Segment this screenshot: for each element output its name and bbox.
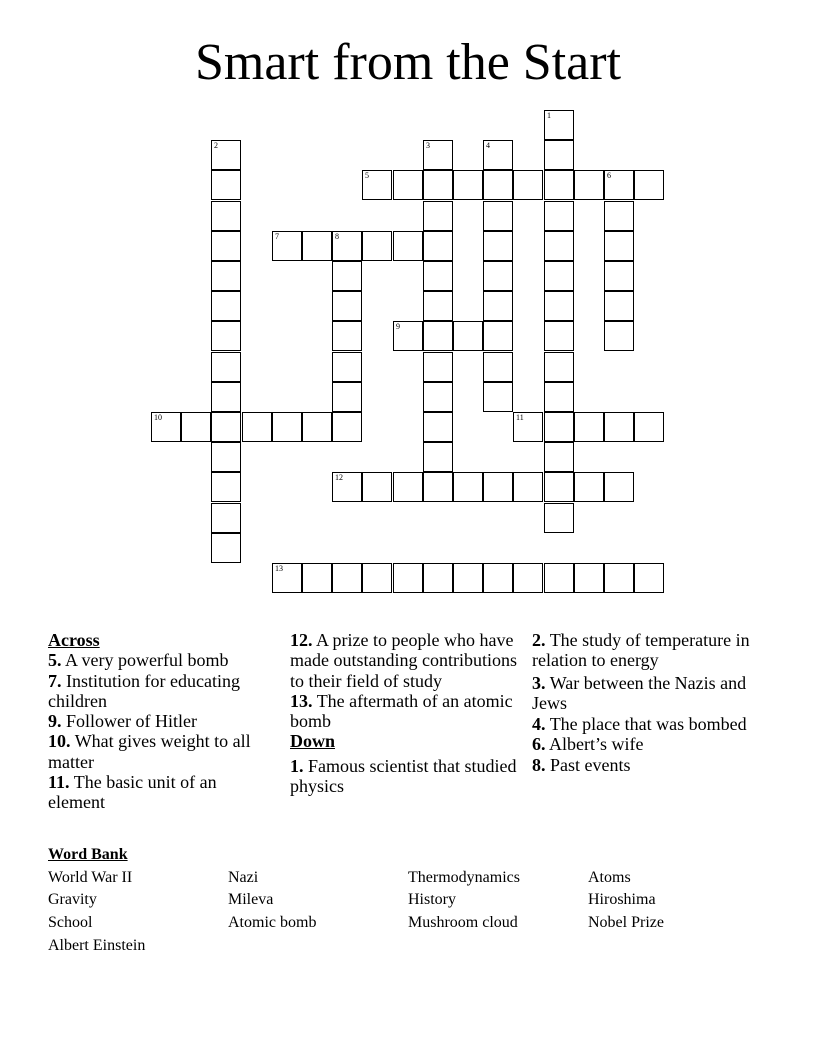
- grid-cell[interactable]: [483, 201, 513, 231]
- grid-cell[interactable]: [483, 382, 513, 412]
- word-bank-title: Word Bank: [48, 846, 128, 863]
- clue-across-10: 10. What gives weight to all matter: [48, 731, 251, 772]
- clue-across-11: 11. The basic unit of an element: [48, 772, 217, 813]
- grid-cell[interactable]: [211, 352, 241, 382]
- word-bank-item: Gravity: [48, 891, 97, 908]
- grid-cell[interactable]: [211, 472, 241, 502]
- page-title: Smart from the Start: [194, 34, 622, 91]
- grid-cell[interactable]: [453, 321, 483, 351]
- grid-cell[interactable]: [211, 201, 241, 231]
- grid-cell[interactable]: [604, 472, 634, 502]
- word-bank-item: Nobel Prize: [588, 914, 664, 931]
- grid-cell[interactable]: [423, 170, 453, 200]
- grid-cell[interactable]: [544, 321, 574, 351]
- grid-cell[interactable]: [272, 231, 302, 261]
- grid-cell[interactable]: [393, 231, 423, 261]
- grid-cell[interactable]: [604, 321, 634, 351]
- grid-cell[interactable]: [604, 170, 634, 200]
- grid-cell[interactable]: [332, 563, 362, 593]
- grid-cell[interactable]: [483, 170, 513, 200]
- grid-cell[interactable]: [181, 412, 211, 442]
- grid-cell[interactable]: [211, 261, 241, 291]
- grid-cell[interactable]: [362, 231, 392, 261]
- grid-cell[interactable]: [393, 472, 423, 502]
- grid-cell[interactable]: [574, 170, 604, 200]
- grid-cell[interactable]: [332, 291, 362, 321]
- clues-column-3: [532, 630, 762, 775]
- grid-cell[interactable]: [483, 231, 513, 261]
- grid-cell[interactable]: [423, 382, 453, 412]
- grid-cell[interactable]: [544, 261, 574, 291]
- cell-number: 5: [365, 171, 369, 180]
- word-bank-item: World War II: [48, 869, 133, 886]
- grid-cell[interactable]: [544, 201, 574, 231]
- grid-cell[interactable]: [211, 442, 241, 472]
- grid-cell[interactable]: [483, 472, 513, 502]
- grid-cell[interactable]: [362, 170, 392, 200]
- grid-cell[interactable]: [544, 442, 574, 472]
- grid-cell[interactable]: [604, 563, 634, 593]
- grid-cell[interactable]: [423, 442, 453, 472]
- grid-cell[interactable]: [211, 412, 241, 442]
- clues-column-1: [48, 630, 278, 813]
- cell-number: 1: [547, 111, 551, 120]
- grid-cell[interactable]: [423, 291, 453, 321]
- grid-cell[interactable]: [513, 472, 543, 502]
- word-bank-item: Thermodynamics: [408, 869, 520, 886]
- cell-number: 2: [214, 141, 218, 150]
- grid-cell[interactable]: [423, 412, 453, 442]
- clue-down-8: 8. Past events: [532, 754, 631, 775]
- cell-number: 4: [486, 141, 490, 150]
- grid-cell[interactable]: [604, 412, 634, 442]
- grid-cell[interactable]: [423, 352, 453, 382]
- cell-number: 8: [335, 232, 339, 241]
- grid-cell[interactable]: [211, 291, 241, 321]
- grid-cell[interactable]: [332, 261, 362, 291]
- word-bank-item: Mushroom cloud: [408, 914, 518, 931]
- grid-cell[interactable]: [544, 352, 574, 382]
- grid-cell[interactable]: [453, 170, 483, 200]
- word-bank-item: Albert Einstein: [48, 937, 146, 954]
- cell-number: 10: [154, 413, 162, 422]
- grid-cell[interactable]: [634, 170, 664, 200]
- clue-across-5: 5. A very powerful bomb: [48, 650, 229, 671]
- grid-cell[interactable]: [272, 412, 302, 442]
- grid-cell[interactable]: [362, 472, 392, 502]
- grid-cell[interactable]: [483, 291, 513, 321]
- cell-number: 11: [516, 413, 524, 422]
- grid-cell[interactable]: [574, 412, 604, 442]
- grid-cell[interactable]: [211, 382, 241, 412]
- word-bank-item: Atomic bomb: [228, 914, 317, 931]
- grid-cell[interactable]: [423, 140, 453, 170]
- grid-cell[interactable]: [211, 533, 241, 563]
- grid-cell[interactable]: [332, 472, 362, 502]
- grid-cell[interactable]: [544, 472, 574, 502]
- grid-cell[interactable]: [211, 321, 241, 351]
- grid-cell[interactable]: [332, 231, 362, 261]
- grid-cell[interactable]: [604, 261, 634, 291]
- grid-cell[interactable]: [544, 382, 574, 412]
- cell-number: 7: [275, 232, 279, 241]
- grid-cell[interactable]: [604, 201, 634, 231]
- grid-cell[interactable]: [453, 472, 483, 502]
- grid-cell[interactable]: [574, 563, 604, 593]
- grid-cell[interactable]: [483, 321, 513, 351]
- grid-cell[interactable]: [211, 231, 241, 261]
- cell-number: 12: [335, 473, 343, 482]
- clue-down-4: 4. The place that was bombed: [532, 714, 747, 735]
- grid-cell[interactable]: [544, 291, 574, 321]
- grid-cell[interactable]: [634, 412, 664, 442]
- grid-cell[interactable]: [544, 412, 574, 442]
- grid-cell[interactable]: [604, 231, 634, 261]
- grid-cell[interactable]: [393, 321, 423, 351]
- grid-cell[interactable]: [332, 412, 362, 442]
- clue-down-1: 1. Famous scientist that studied physics: [290, 755, 517, 797]
- clue-down-2: 2. The study of temperature in relation to energy: [532, 630, 750, 671]
- clue-across-9: 9. Follower of Hitler: [48, 711, 197, 732]
- grid-cell[interactable]: [453, 563, 483, 593]
- grid-cell[interactable]: [513, 412, 543, 442]
- grid-cell[interactable]: [513, 563, 543, 593]
- cell-number: 9: [396, 322, 400, 331]
- grid-cell[interactable]: [302, 412, 332, 442]
- grid-cell[interactable]: [393, 563, 423, 593]
- clue-down-6: 6. Albert’s wife: [532, 734, 644, 755]
- clue-across-13: 13. The aftermath of an atomic bomb: [290, 690, 513, 732]
- clue-across-12: 12. A prize to people who have made outstanding contributions to their field of study: [290, 630, 517, 691]
- grid-cell[interactable]: [332, 382, 362, 412]
- word-bank-item: School: [48, 914, 93, 931]
- cell-number: 3: [426, 141, 430, 150]
- grid-cell[interactable]: [483, 140, 513, 170]
- clue-down-3: 3. War between the Nazis and Jews: [532, 672, 747, 713]
- grid-cell[interactable]: [302, 563, 332, 593]
- grid-cell[interactable]: [544, 140, 574, 170]
- grid-cell[interactable]: [544, 563, 574, 593]
- grid-cell[interactable]: [483, 563, 513, 593]
- grid-cell[interactable]: [423, 201, 453, 231]
- grid-cell[interactable]: [423, 472, 453, 502]
- grid-cell[interactable]: [393, 170, 423, 200]
- word-bank-item: History: [408, 891, 456, 908]
- grid-cell[interactable]: [544, 170, 574, 200]
- grid-cell[interactable]: [211, 140, 241, 170]
- word-bank-item: Atoms: [588, 869, 631, 886]
- grid-cell[interactable]: [544, 110, 574, 140]
- grid-cell[interactable]: [211, 503, 241, 533]
- grid-cell[interactable]: [604, 291, 634, 321]
- grid-cell[interactable]: [423, 563, 453, 593]
- grid-cell[interactable]: [513, 170, 543, 200]
- word-bank-item: Mileva: [228, 891, 274, 908]
- down-heading: Down: [290, 731, 336, 752]
- grid-cell[interactable]: [423, 231, 453, 261]
- clues-column-2: [290, 630, 518, 796]
- grid-cell[interactable]: [544, 231, 574, 261]
- grid-cell[interactable]: [483, 352, 513, 382]
- grid-cell[interactable]: [151, 412, 181, 442]
- word-bank-item: Nazi: [228, 869, 259, 886]
- grid-cell[interactable]: [423, 261, 453, 291]
- grid-cell[interactable]: [634, 563, 664, 593]
- grid-cell[interactable]: [483, 261, 513, 291]
- grid-cell[interactable]: [544, 503, 574, 533]
- clue-across-7: 7. Institution for educating children: [48, 670, 240, 711]
- grid-cell[interactable]: [272, 563, 302, 593]
- grid-cell[interactable]: [332, 352, 362, 382]
- cell-number: 6: [607, 171, 611, 180]
- grid-cell[interactable]: [211, 170, 241, 200]
- grid-cell[interactable]: [302, 231, 332, 261]
- cell-number: 13: [275, 564, 283, 573]
- grid-cell[interactable]: [242, 412, 272, 442]
- grid-cell[interactable]: [362, 563, 392, 593]
- across-heading: Across: [48, 630, 100, 650]
- grid-cell[interactable]: [332, 321, 362, 351]
- grid-cell[interactable]: [574, 472, 604, 502]
- word-bank-item: Hiroshima: [588, 891, 656, 908]
- grid-cell[interactable]: [423, 321, 453, 351]
